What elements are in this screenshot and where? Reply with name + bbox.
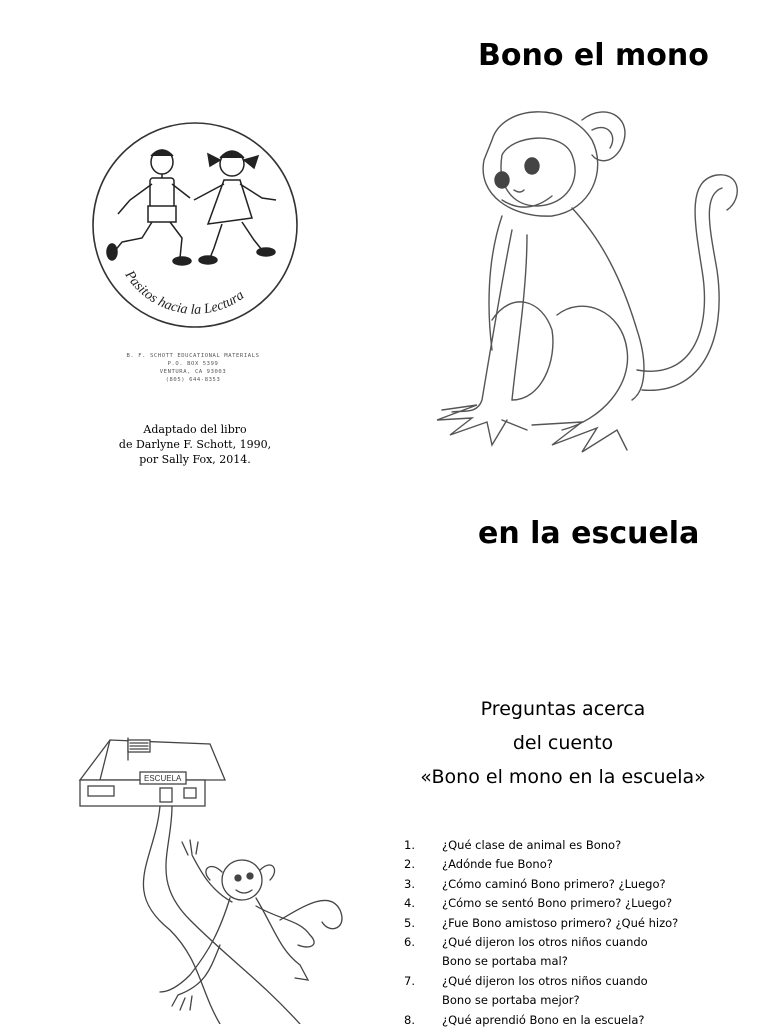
question-number: 3. bbox=[404, 876, 415, 891]
question-text: ¿Adónde fue Bono? bbox=[442, 857, 553, 872]
publisher-address bbox=[118, 352, 268, 384]
question-text: Bono se portaba mal? bbox=[442, 954, 568, 969]
question-item bbox=[404, 914, 744, 933]
question-text: ¿Cómo caminó Bono primero? ¿Luego? bbox=[442, 876, 666, 891]
questions-list bbox=[404, 836, 744, 1030]
question-text: ¿Qué aprendió Bono en la escuela? bbox=[442, 1012, 645, 1027]
question-item bbox=[404, 836, 744, 855]
question-number: 4. bbox=[404, 896, 415, 911]
question-item-continued bbox=[404, 991, 744, 1010]
credit-line: Adaptado del libro bbox=[143, 423, 247, 436]
school-sign-text: ESCUELA bbox=[144, 774, 182, 783]
question-text: ¿Qué dijeron los otros niños cuando bbox=[442, 935, 648, 950]
publisher-line: B. F. SCHOTT EDUCATIONAL MATERIALS bbox=[126, 353, 260, 359]
schoolhouse-monkey-illustration bbox=[60, 730, 360, 1024]
question-item bbox=[404, 855, 744, 874]
question-number: 1. bbox=[404, 838, 415, 852]
logo-circle-text: Pasitos hacia la Lectura bbox=[121, 268, 248, 318]
question-number: 8. bbox=[404, 1012, 415, 1027]
publisher-line: VENTURA, CA 93003 bbox=[159, 369, 227, 375]
question-text: ¿Cómo se sentó Bono primero? ¿Luego? bbox=[442, 896, 673, 911]
question-text: ¿Qué clase de animal es Bono? bbox=[442, 838, 622, 852]
questions-heading-line: «Bono el mono en la escuela» bbox=[420, 766, 706, 788]
credit-line: por Sally Fox, 2014. bbox=[139, 453, 251, 466]
children-running-illustration bbox=[90, 120, 300, 330]
cover-title-top: Bono el mono bbox=[478, 38, 709, 73]
questions-heading bbox=[390, 692, 736, 794]
question-item bbox=[404, 1011, 744, 1030]
question-item bbox=[404, 933, 744, 952]
question-number: 7. bbox=[404, 973, 415, 988]
credit-line: de Darlyne F. Schott, 1990, bbox=[118, 438, 272, 451]
question-text: Bono se portaba mejor? bbox=[442, 993, 580, 1008]
question-item-continued bbox=[404, 952, 744, 971]
questions-heading-line: del cuento bbox=[512, 732, 614, 754]
question-item bbox=[404, 972, 744, 991]
cover-title-bottom: en la escuela bbox=[478, 516, 700, 551]
question-text: ¿Qué dijeron los otros niños cuando bbox=[442, 973, 648, 988]
reading-steps-logo bbox=[90, 120, 300, 330]
publisher-line: P.O. BOX 5399 bbox=[167, 361, 219, 367]
questions-heading-line: Preguntas acerca bbox=[480, 698, 646, 720]
adaptation-credit bbox=[100, 422, 290, 467]
question-number: 2. bbox=[404, 857, 415, 872]
question-number: 5. bbox=[404, 915, 415, 930]
question-item bbox=[404, 894, 744, 913]
sitting-monkey-illustration bbox=[432, 100, 752, 480]
publisher-line: (805) 644-8353 bbox=[165, 377, 221, 383]
question-text: ¿Fue Bono amistoso primero? ¿Qué hizo? bbox=[442, 915, 679, 930]
question-number: 6. bbox=[404, 935, 415, 950]
question-item bbox=[404, 875, 744, 894]
